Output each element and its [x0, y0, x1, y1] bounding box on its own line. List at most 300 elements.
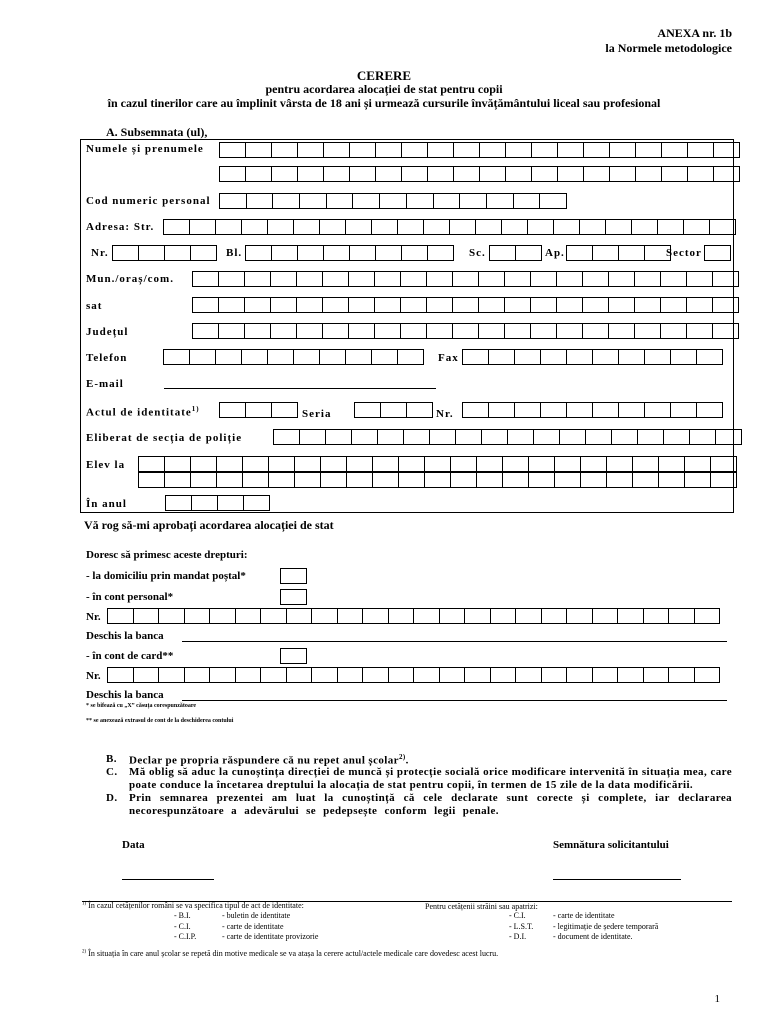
input-cell[interactable] [454, 166, 480, 182]
input-cell[interactable] [531, 297, 557, 313]
input-cell[interactable] [687, 297, 713, 313]
signature-line[interactable] [553, 879, 681, 880]
input-cell[interactable] [401, 271, 427, 287]
input-cell[interactable] [399, 456, 425, 472]
input-cell[interactable] [607, 456, 633, 472]
input-cell[interactable] [294, 349, 320, 365]
input-cell[interactable] [363, 667, 389, 683]
input-cell[interactable] [619, 245, 645, 261]
input-cell[interactable] [428, 166, 454, 182]
input-cell[interactable] [555, 456, 581, 472]
input-cell[interactable] [465, 667, 491, 683]
sc-cells[interactable] [489, 245, 542, 261]
phone-cells[interactable] [163, 349, 424, 365]
input-cell[interactable] [338, 608, 364, 624]
input-cell[interactable] [645, 402, 671, 418]
input-cell[interactable] [242, 349, 268, 365]
input-cell[interactable] [139, 245, 165, 261]
input-cell[interactable] [320, 349, 346, 365]
input-cell[interactable] [407, 402, 433, 418]
input-cell[interactable] [210, 667, 236, 683]
input-cell[interactable] [714, 142, 740, 158]
card-account-checkbox[interactable] [280, 648, 307, 664]
input-cell[interactable] [323, 323, 349, 339]
input-cell[interactable] [159, 608, 185, 624]
input-cell[interactable] [516, 667, 542, 683]
input-cell[interactable] [567, 349, 593, 365]
input-cell[interactable] [619, 402, 645, 418]
input-cell[interactable] [453, 323, 479, 339]
input-cell[interactable] [190, 219, 216, 235]
input-cell[interactable] [191, 456, 217, 472]
input-cell[interactable] [378, 429, 404, 445]
input-cell[interactable] [567, 402, 593, 418]
input-cell[interactable] [479, 323, 505, 339]
input-cell[interactable] [428, 245, 454, 261]
student-cells-row2[interactable] [138, 472, 737, 488]
input-cell[interactable] [609, 297, 635, 313]
input-cell[interactable] [716, 429, 742, 445]
input-cell[interactable] [645, 349, 671, 365]
input-cell[interactable] [219, 323, 245, 339]
input-cell[interactable] [697, 402, 723, 418]
issued-cells[interactable] [273, 429, 742, 445]
input-cell[interactable] [272, 402, 298, 418]
input-cell[interactable] [479, 297, 505, 313]
input-cell[interactable] [584, 142, 610, 158]
input-cell[interactable] [583, 297, 609, 313]
input-cell[interactable] [541, 402, 567, 418]
input-cell[interactable] [261, 608, 287, 624]
input-cell[interactable] [347, 472, 373, 488]
input-cell[interactable] [428, 142, 454, 158]
nr-cells[interactable] [112, 245, 217, 261]
input-cell[interactable] [326, 429, 352, 445]
input-cell[interactable] [425, 472, 451, 488]
input-cell[interactable] [287, 608, 313, 624]
input-cell[interactable] [609, 271, 635, 287]
input-cell[interactable] [515, 402, 541, 418]
input-cell[interactable] [355, 402, 381, 418]
input-cell[interactable] [220, 166, 246, 182]
input-cell[interactable] [373, 472, 399, 488]
input-cell[interactable] [349, 297, 375, 313]
input-cell[interactable] [373, 456, 399, 472]
input-cell[interactable] [272, 245, 298, 261]
input-cell[interactable] [273, 193, 300, 209]
input-cell[interactable] [350, 142, 376, 158]
input-cell[interactable] [463, 349, 489, 365]
input-cell[interactable] [216, 349, 242, 365]
year-cells[interactable] [165, 495, 270, 511]
input-cell[interactable] [463, 402, 489, 418]
date-line[interactable] [122, 879, 214, 880]
input-cell[interactable] [554, 219, 580, 235]
city-cells[interactable] [192, 271, 739, 287]
input-cell[interactable] [287, 667, 313, 683]
input-cell[interactable] [321, 472, 347, 488]
input-cell[interactable] [502, 219, 528, 235]
input-cell[interactable] [456, 429, 482, 445]
input-cell[interactable] [217, 456, 243, 472]
input-cell[interactable] [580, 219, 606, 235]
input-cell[interactable] [376, 166, 402, 182]
input-cell[interactable] [541, 349, 567, 365]
input-cell[interactable] [669, 608, 695, 624]
input-cell[interactable] [246, 166, 272, 182]
input-cell[interactable] [636, 142, 662, 158]
input-cell[interactable] [347, 456, 373, 472]
input-cell[interactable] [711, 456, 737, 472]
input-cell[interactable] [236, 667, 262, 683]
cnp-cells[interactable] [219, 193, 567, 209]
input-cell[interactable] [324, 142, 350, 158]
input-cell[interactable] [312, 667, 338, 683]
card-nr-cells[interactable] [107, 667, 720, 683]
input-cell[interactable] [312, 608, 338, 624]
input-cell[interactable] [165, 456, 191, 472]
input-cell[interactable] [714, 166, 740, 182]
input-cell[interactable] [567, 667, 593, 683]
input-cell[interactable] [268, 349, 294, 365]
input-cell[interactable] [349, 271, 375, 287]
input-cell[interactable] [220, 402, 246, 418]
input-cell[interactable] [477, 456, 503, 472]
series-cells[interactable] [354, 402, 433, 418]
input-cell[interactable] [644, 608, 670, 624]
input-cell[interactable] [593, 245, 619, 261]
input-cell[interactable] [465, 608, 491, 624]
input-cell[interactable] [705, 245, 731, 261]
input-cell[interactable] [612, 429, 638, 445]
input-cell[interactable] [346, 219, 372, 235]
input-cell[interactable] [477, 472, 503, 488]
input-cell[interactable] [529, 472, 555, 488]
input-cell[interactable] [372, 349, 398, 365]
input-cell[interactable] [506, 166, 532, 182]
input-cell[interactable] [659, 456, 685, 472]
input-cell[interactable] [632, 219, 658, 235]
input-cell[interactable] [166, 495, 192, 511]
input-cell[interactable] [346, 349, 372, 365]
input-cell[interactable] [272, 166, 298, 182]
input-cell[interactable] [586, 429, 612, 445]
input-cell[interactable] [193, 271, 219, 287]
input-cell[interactable] [658, 219, 684, 235]
input-cell[interactable] [695, 608, 721, 624]
input-cell[interactable] [514, 193, 541, 209]
input-cell[interactable] [297, 297, 323, 313]
input-cell[interactable] [323, 271, 349, 287]
county-cells[interactable] [192, 323, 739, 339]
input-cell[interactable] [532, 166, 558, 182]
input-cell[interactable] [372, 219, 398, 235]
input-cell[interactable] [414, 608, 440, 624]
input-cell[interactable] [324, 245, 350, 261]
email-line[interactable] [164, 388, 436, 389]
input-cell[interactable] [482, 429, 508, 445]
input-cell[interactable] [560, 429, 586, 445]
input-cell[interactable] [476, 219, 502, 235]
input-cell[interactable] [398, 349, 424, 365]
input-cell[interactable] [687, 323, 713, 339]
input-cell[interactable] [532, 142, 558, 158]
input-cell[interactable] [555, 472, 581, 488]
input-cell[interactable] [531, 323, 557, 339]
input-cell[interactable] [635, 271, 661, 287]
input-cell[interactable] [375, 271, 401, 287]
postal-checkbox[interactable] [280, 568, 307, 584]
fax-cells[interactable] [462, 349, 723, 365]
input-cell[interactable] [480, 142, 506, 158]
input-cell[interactable] [662, 166, 688, 182]
id-nr-cells[interactable] [462, 402, 723, 418]
input-cell[interactable] [246, 402, 272, 418]
input-cell[interactable] [425, 456, 451, 472]
input-cell[interactable] [671, 402, 697, 418]
input-cell[interactable] [487, 193, 514, 209]
input-cell[interactable] [542, 667, 568, 683]
input-cell[interactable] [274, 429, 300, 445]
input-cell[interactable] [531, 271, 557, 287]
input-cell[interactable] [191, 245, 217, 261]
input-cell[interactable] [320, 219, 346, 235]
input-cell[interactable] [528, 219, 554, 235]
bank-line[interactable] [182, 641, 727, 642]
input-cell[interactable] [557, 271, 583, 287]
input-cell[interactable] [460, 193, 487, 209]
input-cell[interactable] [220, 142, 246, 158]
input-cell[interactable] [540, 193, 567, 209]
input-cell[interactable] [375, 323, 401, 339]
input-cell[interactable] [271, 271, 297, 287]
input-cell[interactable] [505, 323, 531, 339]
input-cell[interactable] [269, 456, 295, 472]
input-cell[interactable] [710, 219, 736, 235]
input-cell[interactable] [453, 271, 479, 287]
name-cells-row1[interactable] [219, 142, 740, 158]
input-cell[interactable] [245, 271, 271, 287]
input-cell[interactable] [581, 456, 607, 472]
input-cell[interactable] [134, 608, 160, 624]
input-cell[interactable] [516, 608, 542, 624]
input-cell[interactable] [453, 297, 479, 313]
input-cell[interactable] [300, 429, 326, 445]
input-cell[interactable] [165, 472, 191, 488]
input-cell[interactable] [557, 297, 583, 313]
input-cell[interactable] [404, 429, 430, 445]
input-cell[interactable] [159, 667, 185, 683]
input-cell[interactable] [376, 245, 402, 261]
input-cell[interactable] [247, 193, 274, 209]
input-cell[interactable] [489, 402, 515, 418]
input-cell[interactable] [685, 456, 711, 472]
input-cell[interactable] [713, 297, 739, 313]
input-cell[interactable] [557, 323, 583, 339]
input-cell[interactable] [638, 429, 664, 445]
input-cell[interactable] [609, 323, 635, 339]
input-cell[interactable] [451, 456, 477, 472]
input-cell[interactable] [424, 219, 450, 235]
input-cell[interactable] [619, 349, 645, 365]
input-cell[interactable] [454, 142, 480, 158]
input-cell[interactable] [298, 245, 324, 261]
input-cell[interactable] [430, 429, 456, 445]
input-cell[interactable] [164, 219, 190, 235]
input-cell[interactable] [503, 456, 529, 472]
input-cell[interactable] [108, 608, 134, 624]
input-cell[interactable] [402, 142, 428, 158]
ap-cells[interactable] [566, 245, 671, 261]
input-cell[interactable] [516, 245, 542, 261]
input-cell[interactable] [503, 472, 529, 488]
input-cell[interactable] [113, 245, 139, 261]
personal-account-checkbox[interactable] [280, 589, 307, 605]
input-cell[interactable] [298, 142, 324, 158]
input-cell[interactable] [427, 323, 453, 339]
input-cell[interactable] [219, 297, 245, 313]
input-cell[interactable] [219, 271, 245, 287]
bl-cells[interactable] [245, 245, 454, 261]
input-cell[interactable] [606, 219, 632, 235]
input-cell[interactable] [506, 142, 532, 158]
input-cell[interactable] [236, 608, 262, 624]
input-cell[interactable] [542, 608, 568, 624]
input-cell[interactable] [687, 271, 713, 287]
input-cell[interactable] [635, 297, 661, 313]
input-cell[interactable] [671, 349, 697, 365]
input-cell[interactable] [165, 245, 191, 261]
input-cell[interactable] [350, 166, 376, 182]
input-cell[interactable] [271, 323, 297, 339]
input-cell[interactable] [297, 271, 323, 287]
input-cell[interactable] [558, 142, 584, 158]
input-cell[interactable] [216, 219, 242, 235]
input-cell[interactable] [272, 142, 298, 158]
input-cell[interactable] [440, 667, 466, 683]
village-cells[interactable] [192, 297, 739, 313]
input-cell[interactable] [190, 349, 216, 365]
input-cell[interactable] [713, 323, 739, 339]
input-cell[interactable] [558, 166, 584, 182]
input-cell[interactable] [713, 271, 739, 287]
input-cell[interactable] [414, 667, 440, 683]
input-cell[interactable] [295, 472, 321, 488]
input-cell[interactable] [515, 349, 541, 365]
input-cell[interactable] [295, 456, 321, 472]
street-cells[interactable] [163, 219, 736, 235]
input-cell[interactable] [489, 349, 515, 365]
input-cell[interactable] [193, 297, 219, 313]
input-cell[interactable] [375, 297, 401, 313]
input-cell[interactable] [192, 495, 218, 511]
input-cell[interactable] [584, 166, 610, 182]
input-cell[interactable] [268, 219, 294, 235]
input-cell[interactable] [338, 667, 364, 683]
input-cell[interactable] [490, 245, 516, 261]
input-cell[interactable] [505, 271, 531, 287]
input-cell[interactable] [327, 193, 354, 209]
input-cell[interactable] [529, 456, 555, 472]
input-cell[interactable] [440, 608, 466, 624]
input-cell[interactable] [581, 472, 607, 488]
input-cell[interactable] [350, 245, 376, 261]
input-cell[interactable] [297, 323, 323, 339]
id-doc-cells[interactable] [219, 402, 298, 418]
input-cell[interactable] [407, 193, 434, 209]
input-cell[interactable] [690, 429, 716, 445]
input-cell[interactable] [381, 402, 407, 418]
input-cell[interactable] [508, 429, 534, 445]
input-cell[interactable] [491, 608, 517, 624]
input-cell[interactable] [618, 608, 644, 624]
input-cell[interactable] [243, 456, 269, 472]
input-cell[interactable] [661, 271, 687, 287]
input-cell[interactable] [108, 667, 134, 683]
input-cell[interactable] [427, 271, 453, 287]
input-cell[interactable] [633, 472, 659, 488]
input-cell[interactable] [269, 472, 295, 488]
name-cells-row2[interactable] [219, 166, 740, 182]
input-cell[interactable] [139, 472, 165, 488]
input-cell[interactable] [245, 297, 271, 313]
input-cell[interactable] [294, 219, 320, 235]
input-cell[interactable] [218, 495, 244, 511]
input-cell[interactable] [695, 667, 721, 683]
input-cell[interactable] [607, 472, 633, 488]
student-cells-row1[interactable] [138, 456, 737, 472]
input-cell[interactable] [688, 166, 714, 182]
input-cell[interactable] [633, 456, 659, 472]
input-cell[interactable] [324, 166, 350, 182]
input-cell[interactable] [593, 667, 619, 683]
input-cell[interactable] [491, 667, 517, 683]
input-cell[interactable] [567, 245, 593, 261]
input-cell[interactable] [402, 166, 428, 182]
input-cell[interactable] [191, 472, 217, 488]
input-cell[interactable] [353, 193, 380, 209]
input-cell[interactable] [636, 166, 662, 182]
input-cell[interactable] [185, 608, 211, 624]
input-cell[interactable] [593, 349, 619, 365]
input-cell[interactable] [134, 667, 160, 683]
input-cell[interactable] [711, 472, 737, 488]
input-cell[interactable] [244, 495, 270, 511]
input-cell[interactable] [618, 667, 644, 683]
input-cell[interactable] [246, 245, 272, 261]
input-cell[interactable] [376, 142, 402, 158]
input-cell[interactable] [185, 667, 211, 683]
input-cell[interactable] [583, 323, 609, 339]
input-cell[interactable] [352, 429, 378, 445]
input-cell[interactable] [323, 297, 349, 313]
input-cell[interactable] [245, 323, 271, 339]
input-cell[interactable] [242, 219, 268, 235]
input-cell[interactable] [402, 245, 428, 261]
input-cell[interactable] [271, 297, 297, 313]
input-cell[interactable] [610, 142, 636, 158]
input-cell[interactable] [661, 323, 687, 339]
input-cell[interactable] [363, 608, 389, 624]
input-cell[interactable] [401, 323, 427, 339]
input-cell[interactable] [610, 166, 636, 182]
input-cell[interactable] [210, 608, 236, 624]
input-cell[interactable] [451, 472, 477, 488]
input-cell[interactable] [505, 297, 531, 313]
input-cell[interactable] [684, 219, 710, 235]
input-cell[interactable] [401, 297, 427, 313]
input-cell[interactable] [427, 297, 453, 313]
